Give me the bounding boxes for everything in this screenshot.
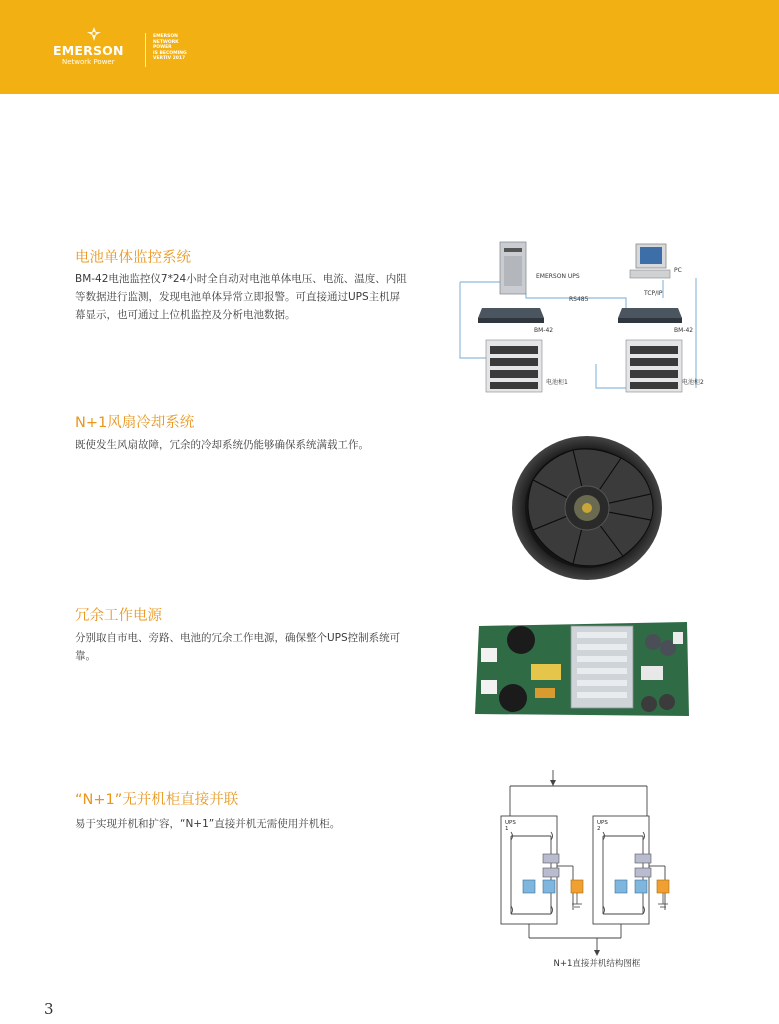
tagline-line: EMERSON — [153, 34, 178, 39]
pc-icon — [630, 244, 670, 278]
section-title-fan-cooling: N+1风扇冷却系统 — [75, 415, 195, 431]
tagline-line: NETWORK — [153, 39, 179, 45]
bm42-right-icon — [618, 308, 682, 323]
emerson-logo-mark-icon — [87, 27, 101, 41]
tagline — [153, 34, 187, 62]
bm42-left-icon — [478, 308, 544, 323]
section-title-redundant-power: 冗余工作电源 — [75, 608, 162, 624]
tagline-line: IS BECOMING — [153, 50, 187, 56]
cooling-fan-image — [511, 434, 663, 582]
section-title-direct-parallel: “N+1”无并机柜直接并联 — [75, 792, 239, 808]
bm42-right-label: BM-42 — [674, 327, 694, 334]
cabinet2-label: 电池柜2 — [682, 379, 704, 386]
parallel-diagram-caption: N+1直接并机结构图框 — [553, 959, 641, 969]
cabinet1-label: 电池柜1 — [546, 379, 568, 386]
ups-cabinet-icon — [500, 242, 526, 294]
ups2-number: 2 — [597, 826, 601, 832]
ups1-label: UPS — [505, 820, 516, 826]
pc-label: PC — [674, 267, 682, 274]
ups-label: EMERSON UPS — [536, 273, 580, 280]
rectifier-block — [543, 854, 559, 863]
battery-block-icon — [571, 880, 583, 893]
power-board-image — [473, 618, 691, 720]
inverter-block — [635, 868, 651, 877]
battery-monitor-diagram — [456, 238, 716, 398]
ups2-label: UPS — [597, 820, 608, 826]
power-module-icon — [635, 880, 647, 893]
parallel-structure-diagram — [497, 770, 697, 975]
inverter-block — [543, 868, 559, 877]
section-title-battery-monitor: 电池单体监控系统 — [75, 250, 191, 266]
section-body-direct-parallel: 易于实现并机和扩容，“N+1”直接并机无需使用并机柜。 — [75, 818, 341, 830]
section-body-redundant-power: 分别取自市电、旁路、电池的冗余工作电源，确保整个UPS控制系统可靠。 — [75, 632, 401, 662]
power-module-icon — [615, 880, 627, 893]
logo-divider — [145, 33, 146, 67]
battery-cabinet1-icon — [486, 340, 542, 392]
power-module-icon — [543, 880, 555, 893]
ups1-number: 1 — [505, 826, 509, 832]
tcpip-label: TCP/IP — [644, 290, 663, 297]
battery-cabinet2-icon — [626, 340, 682, 392]
rectifier-block — [635, 854, 651, 863]
battery-block-icon — [657, 880, 669, 893]
brand-subtitle: Network Power — [62, 58, 115, 66]
bm42-left-label: BM-42 — [534, 327, 554, 334]
power-module-icon — [523, 880, 535, 893]
section-body-battery-monitor: BM-42电池监控仪7*24小时全自动对电池单体电压、电流、温度、内阻等数据进行监测，发现电池单体异常立即报警。可直接通过UPS主机屏幕显示，也可通过上位机监控及分析电池数据。 — [75, 273, 407, 321]
section-body-fan-cooling: 既使发生风扇故障，冗余的冷却系统仍能够确保系统满载工作。 — [75, 439, 369, 451]
brand-name: EMERSON — [53, 43, 124, 58]
header-band — [0, 0, 779, 94]
page-number: 3 — [44, 1000, 54, 1018]
tagline-line: VERTIV 2017 — [153, 56, 186, 62]
tagline-line: POWER — [153, 45, 172, 51]
rs485-label: RS485 — [569, 296, 589, 303]
